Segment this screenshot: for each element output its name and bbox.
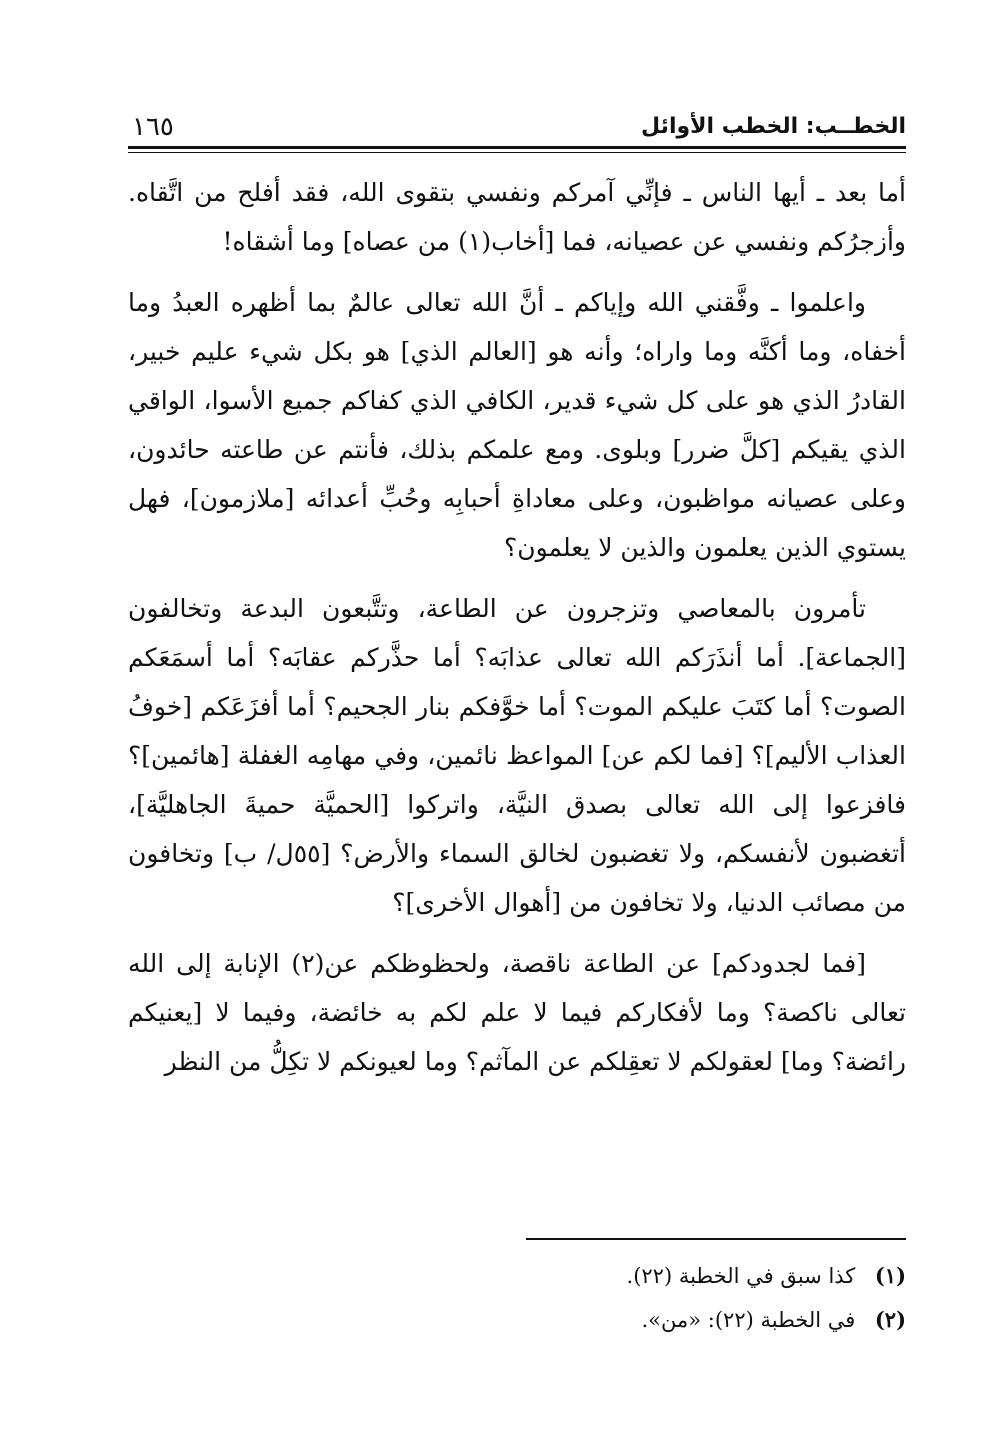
paragraph-3: تأمرون بالمعاصي وتزجرون عن الطاعة، وتتَّبعون البدعة وتخالفون [الجماعة]. أما أنذَرَكم الله تعالى عذابَه؟ أما حذَّركم عقابَه؟ أما أسمَعَكم الصوت؟ أما كتَبَ عليكم الموت؟ أما خوَّفكم بنار الجحيم؟ أما أفزَعَكم [خوفُ العذاب الأليم]؟ [فما لكم عن] المواعظ نائمين، وفي مهامِه الغفلة [هائمين]؟ فافزعوا إلى الله تعالى بصدق النيَّة، واتركوا [الحميَّة حميةَ الجاهليَّة]، أتغضبون لأنفسكم، ولا تغضبون لخالق السماء والأرض؟ [٥٥ل/ ب] وتخافون من مصائب الدنيا، ولا تخافون من [أهوال الأخرى]؟: [128, 594, 906, 917]
header-rule: [128, 146, 906, 153]
main-text: [128, 168, 906, 1098]
footnote-separator: [526, 1238, 906, 1240]
paragraph-1: أما بعد ـ أيها الناس ـ فإنِّي آمركم ونفسي بتقوى الله، فقد أفلح من اتَّقاه. وأزجرُكم ونفسي عن عصيانه، فما [أخاب(١) من عصاه] وما أشقاه!: [128, 178, 906, 256]
page-number: ١٦٥: [132, 112, 174, 142]
footnote-text: في الخطبة (٢٢): «من».: [641, 1308, 856, 1332]
paragraph-2: واعلموا ـ وفَّقني الله وإياكم ـ أنَّ الله تعالى عالمٌ بما أظهره العبدُ وما أخفاه، وما أكنَّه وما واراه؛ وأنه هو [العالم الذي] هو بكل شيء عليم خبير، القادرُ الذي هو على كل شيء قدير، الكافي الذي كفاكم جميع الأسوا، الواقي الذي يقيكم [كلَّ ضرر] وبلوى. ومع علمكم بذلك، فأنتم عن طاعته حائدون، وعلى عصيانه مواظبون، وعلى معاداةِ أحبابِه وحُبِّ أعدائه [ملازمون]، فهل يستوي الذين يعلمون والذين لا يعلمون؟: [128, 288, 906, 562]
footnote-text: كذا سبق في الخطبة (٢٢).: [626, 1264, 856, 1288]
footnote-number: (١): [874, 1263, 906, 1288]
footnotes: [128, 1254, 906, 1342]
footnote-1: [128, 1254, 906, 1298]
paragraph-4: [فما لجدودكم] عن الطاعة ناقصة، ولحظوظكم عن(٢) الإنابة إلى الله تعالى ناكصة؟ وما لأفكاركم فيما لا علم لكم به خائضة، وفيما لا [يعنيكم رائضة؟ وما] لعقولكم لا تعقِلكم عن المآثم؟ وما لعيونكم لا تكِلُّ من النظر: [128, 949, 906, 1076]
header-title: الخطــب: الخطب الأوائل: [641, 114, 906, 139]
footnote-number: (٢): [874, 1307, 906, 1332]
footnote-2: [128, 1298, 906, 1342]
